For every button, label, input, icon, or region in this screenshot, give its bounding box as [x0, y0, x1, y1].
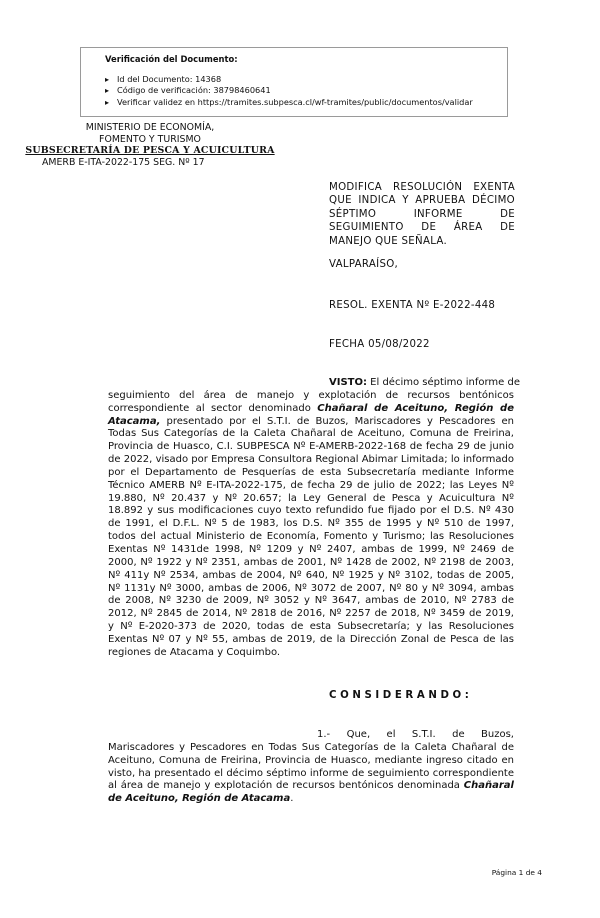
visto-line: de 2022, visado por Empresa Consultora Regional Abimar Limitada; lo informado	[108, 454, 514, 466]
place: VALPARAÍSO,	[329, 259, 399, 270]
verification-item-id: ▸ Id del Documento: 14368	[105, 74, 507, 85]
visto-line: Nº 1131y Nº 3000, ambas de 2006, Nº 3072 de 2007, Nº 80 y Nº 3094, ambas	[108, 582, 514, 594]
verification-item-url[interactable]: ▸ Verificar validez en https://tramites.subpesca.cl/wf-tramites/public/documentos/validar	[105, 97, 507, 108]
visto-line: Técnico AMERB Nº E-ITA-2022-175, de fecha 29 de julio de 2022; las Leyes Nº	[108, 479, 514, 491]
visto-line: y Nº E-2020-373 de 2020, todas de esta Subsecretaría; y las Resoluciones	[108, 621, 514, 633]
visto-line: seguimiento del área de manejo y explotación de recursos bentónicos	[108, 389, 514, 401]
ministry-header	[20, 122, 280, 168]
resolution-subject: MODIFICA RESOLUCIÓN EXENTA QUE INDICA Y APRUEBA DÉCIMO SÉPTIMO INFORME DE SEGUIMIENTO DE ÁREA DE MANEJO QUE SEÑALA.	[329, 182, 515, 247]
verification-box	[80, 47, 508, 117]
visto-line: Exentas Nº 1431de 1998, Nº 1209 y Nº 2407, ambas de 1999, Nº 2469 de	[108, 543, 514, 555]
sector-region-name: de Aceituno, Región de Atacama	[108, 793, 291, 805]
visto-line: por el Departamento de Pesquerías de esta Subsecretaría mediante Informe	[108, 466, 514, 478]
visto-line: de 1991, el D.F.L. Nº 5 de 1983, los D.S. Nº 355 de 1995 y Nº 510 de 1997,	[108, 518, 514, 530]
page-number: Página 1 de 4	[491, 868, 542, 877]
visto-line: de 2008, Nº 3230 de 2009, Nº 3052 y Nº 3647, ambas de 2010, Nº 2783 de	[108, 595, 514, 607]
considerando-line: visto, ha presentado el décimo séptimo informe de seguimiento correspondiente	[108, 767, 514, 779]
visto-line: correspondiente al sector denominado Chañaral de Aceituno, Región de	[108, 402, 514, 414]
visto-line: 19.880, Nº 20.437 y Nº 20.657; la Ley General de Pesca y Acuicultura Nº	[108, 492, 514, 504]
considerando-line: Mariscadores y Pescadores en Todas Sus Categorías de la Caleta Chañaral de	[108, 741, 514, 753]
considerando-line: de Aceituno, Región de Atacama.	[108, 793, 294, 805]
visto-line: 2000, Nº 1922 y Nº 2351, ambas de 2001, Nº 1428 de 2002, Nº 2198 de 2003,	[108, 556, 514, 568]
visto-line: 18.892 y sus modificaciones cuyo texto refundido fue fijado por el D.S. Nº 430	[108, 505, 514, 517]
verification-item-code: ▸ Código de verificación: 38798460641	[105, 85, 507, 96]
considerando-line: al área de manejo y explotación de recursos bentónicos denominada Chañaral	[108, 780, 514, 792]
visto-label: VISTO:	[329, 377, 367, 388]
considerando-line: 1.- Que, el S.T.I. de Buzos,	[317, 729, 514, 740]
visto-line: Todas Sus Categorías de la Caleta Chañaral de Aceituno, Comuna de Freirina,	[108, 428, 514, 440]
visto-line: Provincia de Huasco, C.I. SUBPESCA Nº E-AMERB-2022-168 de fecha 29 de junio	[108, 441, 514, 453]
sector-name: Chañaral de Aceituno, Región de	[317, 402, 514, 414]
visto-line: Exentas Nº 07 y Nº 55, ambas de 2019, de la Dirección Zonal de Pesca de las	[108, 633, 514, 645]
sector-name: Chañaral	[463, 780, 514, 792]
verification-list	[105, 74, 507, 108]
visto-line: regiones de Atacama y Coquimbo.	[108, 646, 281, 658]
considerando-paragraph-1	[108, 729, 514, 806]
resolution-number: RESOL. EXENTA Nº E-2022-448	[329, 300, 496, 311]
subsecretaria-title: SUBSECRETARÍA DE PESCA Y ACUICULTURA	[25, 145, 275, 156]
visto-line: VISTO: El décimo séptimo informe de	[329, 377, 520, 388]
considerando-heading: CONSIDERANDO:	[329, 690, 473, 701]
resolution-date: FECHA 05/08/2022	[329, 339, 430, 350]
considerando-line: Aceituno, Comuna de Freirina, Provincia de Huasco, mediante ingreso citado en	[108, 754, 514, 766]
visto-line: 2012, Nº 2845 de 2014, Nº 2818 de 2016, Nº 2257 de 2018, Nº 3459 de 2019,	[108, 608, 514, 620]
ministry-line-2: FOMENTO Y TURISMO	[99, 133, 201, 145]
verification-title: Verificación del Documento:	[105, 54, 238, 64]
visto-line: Atacama, presentado por el S.T.I. de Buzos, Mariscadores y Pescadores en	[108, 415, 514, 427]
visto-line: todos del actual Ministerio de Economía, Fomento y Turismo; las Resoluciones	[108, 531, 514, 543]
document-code: AMERB E-ITA-2022-175 SEG. Nº 17	[42, 156, 205, 168]
ministry-line-1: MINISTERIO DE ECONOMÍA,	[85, 122, 215, 133]
visto-line: Nº 411y Nº 2534, ambas de 2004, Nº 640, Nº 1925 y Nº 3102, todas de 2005,	[108, 569, 514, 581]
region-name: Atacama,	[108, 415, 161, 427]
visto-paragraph	[108, 377, 520, 660]
